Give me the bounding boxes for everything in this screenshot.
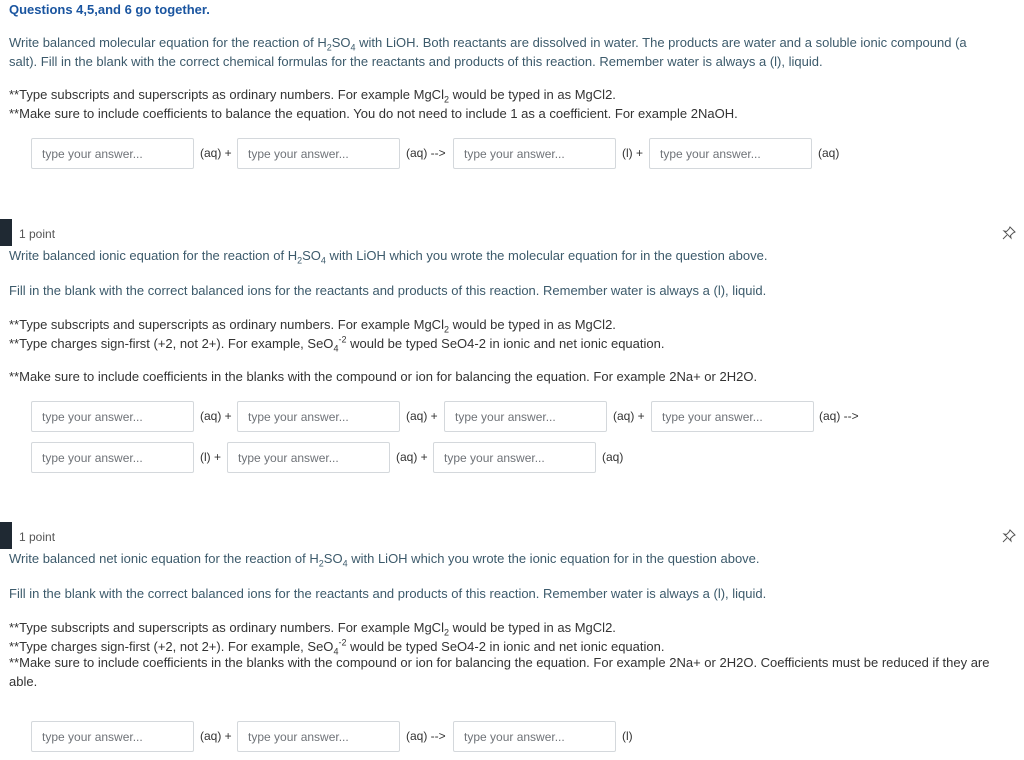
q6-pin-icon[interactable] [1002, 529, 1016, 543]
q4-sep-1: (aq) + [200, 146, 232, 160]
q5-answer-5[interactable] [31, 442, 194, 473]
q4-sep-3: (l) + [622, 146, 643, 160]
q5-sep-2: (aq) + [406, 409, 438, 423]
q6-points: 1 point [19, 530, 56, 544]
q4-answer-4[interactable] [649, 138, 812, 169]
q4-answer-1[interactable] [31, 138, 194, 169]
q5-note-coefficients: **Make sure to include coefficients in the blanks with the compound or ion for balancing the equation. For example 2Na+ or 2H2O. [9, 369, 758, 384]
q6-sep-1: (aq) + [200, 729, 232, 743]
q5-fill-instruction: Fill in the blank with the correct balanced ions for the reactants and products of this reaction. Remember water is always a (l), liquid. [9, 283, 767, 298]
q5-answer-4[interactable] [651, 401, 814, 432]
q5-sep-7: (aq) [602, 450, 624, 464]
q6-note-subscripts: **Type subscripts and superscripts as ordinary numbers. For example MgCl$_2$ would be typed in as MgCl2. [9, 620, 616, 638]
q5-answer-2[interactable] [237, 401, 400, 432]
q5-sep-3: (aq) + [613, 409, 645, 423]
q5-sep-4: (aq) --> [819, 409, 859, 423]
q5-answer-6[interactable] [227, 442, 390, 473]
q4-answer-2[interactable] [237, 138, 400, 169]
q5-answer-7[interactable] [433, 442, 596, 473]
q5-note-subscripts: **Type subscripts and superscripts as ordinary numbers. For example MgCl$_2$ would be typed in as MgCl2. [9, 317, 616, 335]
q6-note-coefficients: **Make sure to include coefficients in the blanks with the compound or ion for balancing the equation. For example 2Na+ or 2H2O. Coefficients must be reduced if they are able. [9, 655, 990, 689]
q6-sep-3: (l) [622, 729, 633, 743]
q5-note-charges: **Type charges sign-first (+2, not 2+). For example, SeO$_4^{-2}$ would be typed SeO4-2 in ionic and net ionic equation. [9, 334, 665, 354]
q5-answer-3[interactable] [444, 401, 607, 432]
q5-sep-1: (aq) + [200, 409, 232, 423]
q5-answer-1[interactable] [31, 401, 194, 432]
q4-prompt: Write balanced molecular equation for the reaction of $H_2SO_4$ with LiOH. Both reactants are dissolved in water. The products are water and a soluble ionic compound (a salt). Fill in the blank with the correct chemical formulas for the reactants and products of this reaction. Remember water is always a (l), liquid. [9, 35, 967, 69]
q6-prompt: Write balanced net ionic equation for the reaction of $H_2SO_4$ with LiOH which you wrote the ionic equation for in the question above. [9, 551, 760, 569]
q6-fill-instruction: Fill in the blank with the correct balanced ions for the reactants and products of this reaction. Remember water is always a (l), liquid. [9, 586, 767, 601]
q4-answer-3[interactable] [453, 138, 616, 169]
q4-sep-4: (aq) [818, 146, 840, 160]
q5-prompt: Write balanced ionic equation for the reaction of $H_2SO_4$ with LiOH which you wrote the molecular equation for in the question above. [9, 248, 768, 266]
q5-marker [0, 219, 12, 246]
q5-sep-6: (aq) + [396, 450, 428, 464]
q6-sep-2: (aq) --> [406, 729, 446, 743]
q6-marker [0, 522, 12, 549]
q6-note-charges: **Type charges sign-first (+2, not 2+). For example, SeO$_4^{-2}$ would be typed SeO4-2 in ionic and net ionic equation. [9, 637, 665, 657]
q4-note-subscripts: **Type subscripts and superscripts as ordinary numbers. For example MgCl$_2$ would be typed in as MgCl2. [9, 87, 616, 105]
q6-answer-3[interactable] [453, 721, 616, 752]
q4-note-coefficients: **Make sure to include coefficients to balance the equation. You do not need to include 1 as a coefficient. For example 2NaOH. [9, 106, 738, 121]
section-header: Questions 4,5,and 6 go together. [9, 2, 210, 17]
q5-points: 1 point [19, 227, 56, 241]
q6-answer-2[interactable] [237, 721, 400, 752]
q5-pin-icon[interactable] [1002, 226, 1016, 240]
q5-sep-5: (l) + [200, 450, 221, 464]
q6-answer-1[interactable] [31, 721, 194, 752]
q4-sep-2: (aq) --> [406, 146, 446, 160]
